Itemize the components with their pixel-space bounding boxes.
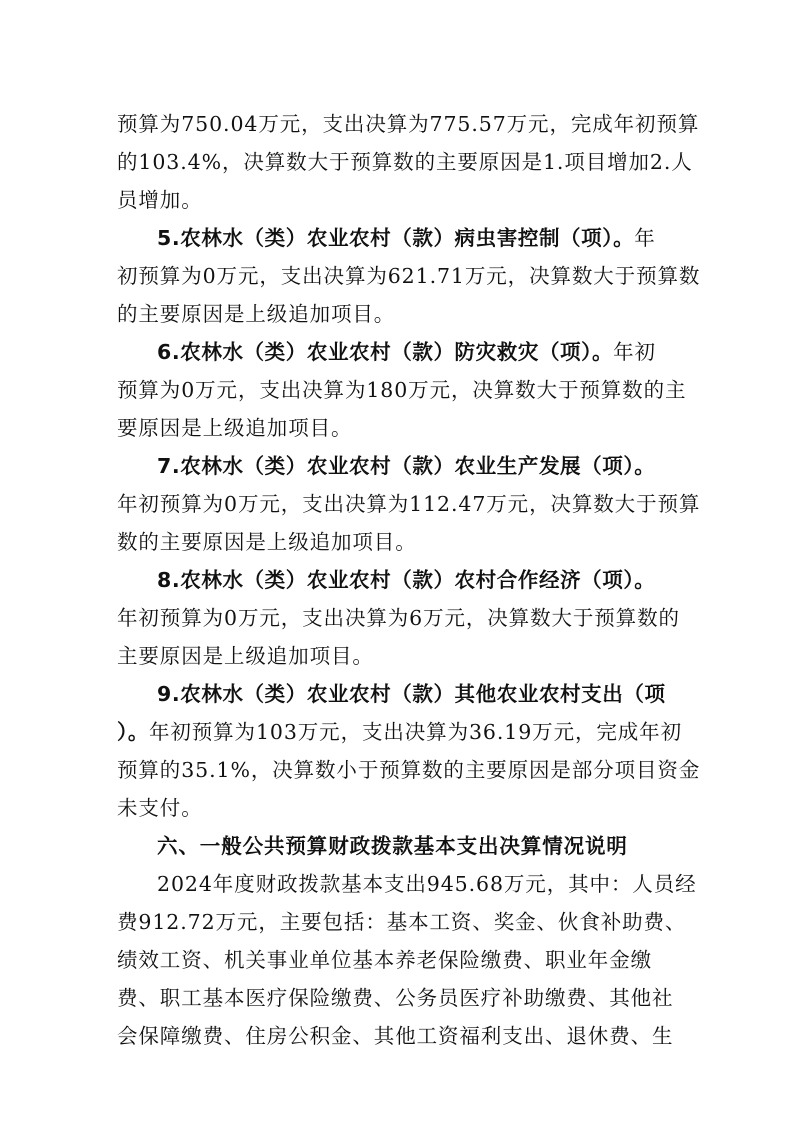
paragraph-line: 未支付。 — [117, 796, 203, 820]
item-6-text: 年初 — [613, 340, 656, 364]
paragraph-line: 初预算为0万元，支出决算为621.71万元，决算数大于预算数 — [117, 264, 701, 288]
item-9-text: 年初预算为103万元，支出决算为36.19万元，完成年初 — [148, 720, 682, 744]
paragraph-line: 年初预算为0万元，支出决算为6万元，决算数大于预算数的 — [117, 606, 680, 630]
paragraph-line: 员增加。 — [117, 188, 203, 212]
item-8-heading-line — [157, 560, 687, 600]
paragraph-line: 预算为0万元，支出决算为180万元，决算数大于预算数的主 — [117, 378, 687, 402]
item-8-title: 8.农林水（类）农业农村（款）农村合作经济（项）。 — [157, 568, 656, 592]
paragraph-line: 会保障缴费、住房公积金、其他工资福利支出、退休费、生 — [117, 1024, 674, 1048]
item-9-title: 9.农林水（类）农业农村（款）其他农业农村支出（项 — [157, 682, 666, 706]
paragraph-line: 的主要原因是上级追加项目。 — [117, 302, 396, 326]
paragraph-line: 费、职工基本医疗保险缴费、公务员医疗补助缴费、其他社 — [117, 986, 674, 1010]
paragraph-line: 费912.72万元，主要包括：基本工资、奖金、伙食补助费、 — [117, 910, 687, 934]
item-5-title: 5.农林水（类）农业农村（款）病虫害控制（项）。 — [157, 226, 635, 250]
paragraph-line: 预算为750.04万元，支出决算为775.57万元，完成年初预算 — [117, 112, 700, 136]
item-6-heading-line — [157, 332, 687, 372]
paragraph-line: 数的主要原因是上级追加项目。 — [117, 530, 417, 554]
item-6-title: 6.农林水（类）农业农村（款）防灾救灾（项）。 — [157, 340, 614, 364]
paragraph-line: 2024年度财政拨款基本支出945.68万元，其中：人员经 — [157, 872, 697, 896]
item-9-title-end: ）。 — [117, 720, 149, 744]
paragraph-line: 的103.4%，决算数大于预算数的主要原因是1.项目增加2.人 — [117, 150, 693, 174]
item-5-heading-line — [157, 218, 687, 258]
paragraph-line: 要原因是上级追加项目。 — [117, 416, 353, 440]
paragraph-line: 绩效工资、机关事业单位基本养老保险缴费、职业年金缴 — [117, 948, 652, 972]
item-7-heading-line — [157, 446, 687, 486]
item-9-line-2 — [117, 712, 687, 752]
section-6-heading: 六、一般公共预算财政拨款基本支出决算情况说明 — [157, 834, 628, 858]
paragraph-line: 预算的35.1%，决算数小于预算数的主要原因是部分项目资金 — [117, 758, 701, 782]
item-5-text: 年 — [634, 226, 656, 250]
item-9-heading-line — [157, 674, 687, 714]
paragraph-line: 年初预算为0万元，支出决算为112.47万元，决算数大于预算 — [117, 492, 701, 516]
paragraph-line: 主要原因是上级追加项目。 — [117, 644, 374, 668]
item-7-title: 7.农林水（类）农业农村（款）农业生产发展（项）。 — [157, 454, 656, 478]
